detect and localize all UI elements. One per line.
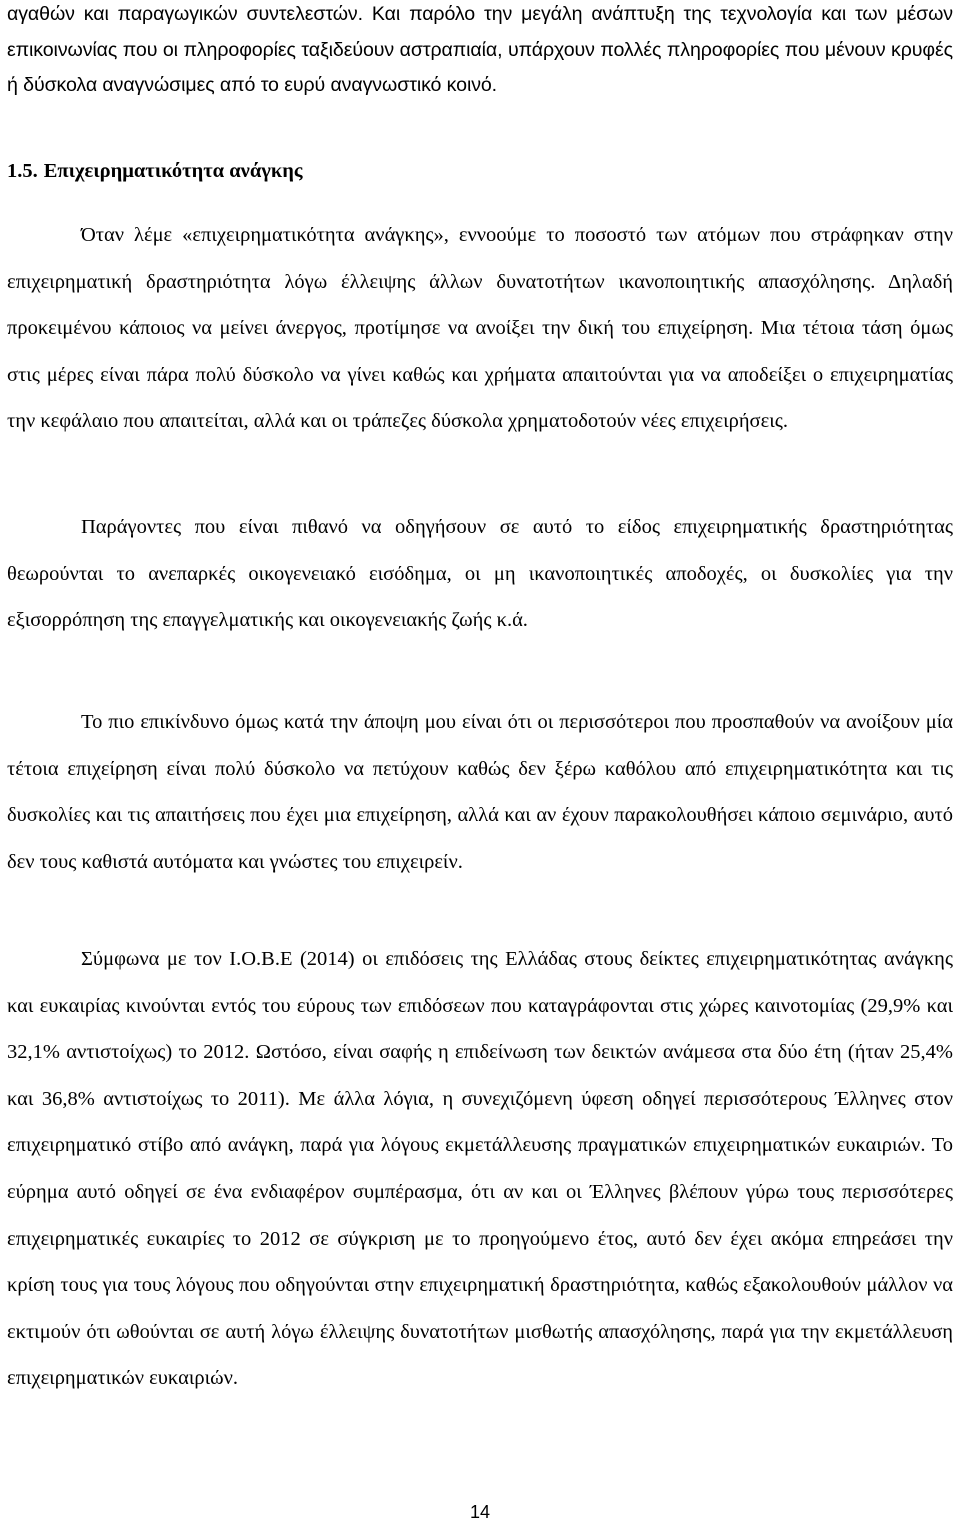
body-paragraph: Όταν λέμε «επιχειρηματικότητα ανάγκης», εννοούμε το ποσοστό των ατόμων που στράφηκαν στην επιχειρηματική δραστηριότητα λόγω έλλειψης άλλων δυνατοτήτων ικανοποιητικής απασχόλησης. Δηλαδή προκειμένου κάποιος να μείνει άνεργος, προτίμησε να ανοίξει την δική του επιχείρηση. Μια τέτοια τάση όμως στις μέρες είναι πάρα πολύ δύσκολο να γίνει καθώς και χρήματα απαιτούνται για να αποδείξει ο επιχειρηματίας την κεφάλαιο που απαιτείται, αλλά και οι τράπεζες δύσκολα χρηματοδοτούν νέες επιχειρήσεις. (7, 224, 953, 433)
body-paragraph: Παράγοντες που είναι πιθανό να οδηγήσουν σε αυτό το είδος επιχειρηματικής δραστηριότητας θεωρούνται το ανεπαρκές οικογενειακό εισόδημα, οι μη ικανοποιητικές αποδοχές, οι δυσκολίες για την εξισορρόπηση της επαγγελματικής και οικογενειακής ζωής κ.ά. (7, 516, 953, 632)
section-number: 1.5. (7, 160, 38, 182)
intro-paragraph: αγαθών και παραγωγικών συντελεστών. Και παρόλο την μεγάλη ανάπτυξη της τεχνολογία και των μέσων επικοινωνίας που οι πληροφορίες ταξιδεύουν αστραπιαία, υπάρχουν πολλές πληροφορίες που μένουν κρυφές ή δύσκολα αναγνώσιμες από το ευρύ αναγνωστικό κοινό. (7, 3, 953, 96)
body-paragraph: Σύμφωνα με τον Ι.Ο.Β.Ε (2014) οι επιδόσεις της Ελλάδας στους δείκτες επιχειρηματικότητας ανάγκης και ευκαιρίας κινούνται εντός του εύρους των επιδόσεων που καταγράφονται στις χώρες καινοτομίας (29,9% και 32,1% αντιστοίχως) το 2012. Ωστόσο, είναι σαφής η επιδείνωση των δεικτών ανάμεσα στα δύο έτη (ήταν 25,4% και 36,8% αντιστοίχως το 2011). Με άλλα λόγια, η συνεχιζόμενη ύφεση οδηγεί περισσότερους Έλληνες στον επιχειρηματικό στίβο από ανάγκη, παρά για λόγους εκμετάλλευσης πραγματικών επιχειρηματικών ευκαιριών. Το εύρημα αυτό οδηγεί σε ένα ενδιαφέρον συμπέρασμα, ότι αν και οι Έλληνες βλέπουν γύρω τους περισσότερες επιχειρηματικές ευκαιρίες το 2012 σε σύγκριση με το προηγούμενο έτος, αυτό δεν έχει ακόμα επηρεάσει την κρίση τους για τους λόγους που οδηγούνται στην επιχειρηματική δραστηριότητα, καθώς εξακολουθούν μάλλον να εκτιμούν ότι ωθούνται σε αυτή λόγω έλλειψης δυνατοτήτων μισθωτής απασχόλησης, παρά για την εκμετάλλευση επιχειρηματικών ευκαιριών. (7, 948, 953, 1390)
section-title: Επιχειρηματικότητα ανάγκης (43, 160, 303, 182)
body-paragraph: Το πιο επικίνδυνο όμως κατά την άποψη μου είναι ότι οι περισσότεροι που προσπαθούν να ανοίξουν μία τέτοια επιχείρηση είναι πολύ δύσκολο να πετύχουν καθώς δεν ξέρω καθόλου από επιχειρηματικότητα και τις δυσκολίες και τις απαιτήσεις που έχει μια επιχείρηση, αλλά και αν έχουν παρακολουθήσει κάποιο σεμινάριο, αυτό δεν τους καθιστά αυτόματα και γνώστες του επιχειρείν. (7, 711, 953, 873)
section-heading (7, 151, 303, 191)
page-number: 14 (469, 1502, 491, 1522)
